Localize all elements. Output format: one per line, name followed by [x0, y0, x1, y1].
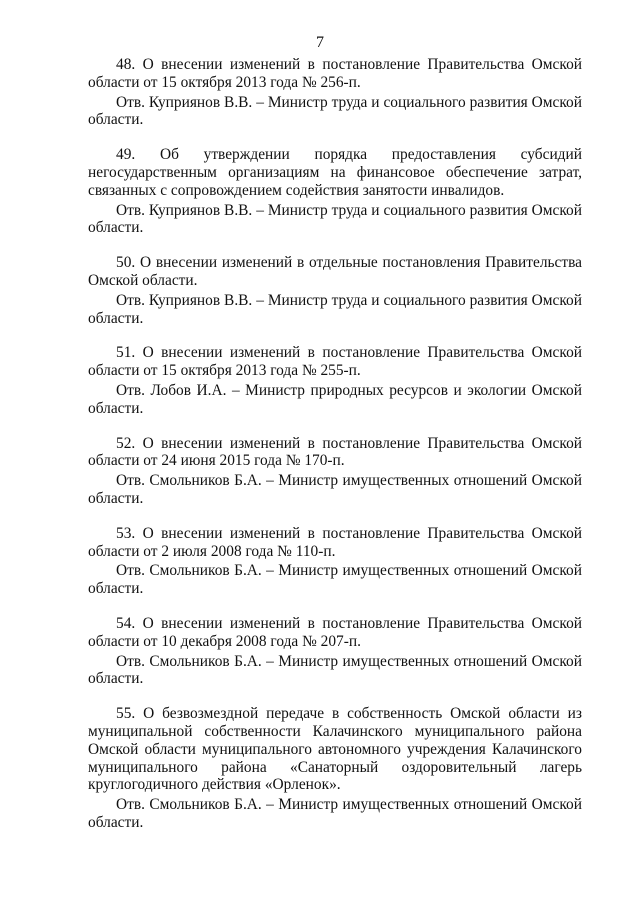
agenda-item-53 — [88, 525, 582, 598]
agenda-item-51 — [88, 344, 582, 417]
agenda-item-responsible: Отв. Лобов И.А. – Министр природных ресурсов и экологии Омской области. — [88, 381, 582, 417]
agenda-item-52 — [88, 435, 582, 508]
agenda-item-title — [88, 56, 582, 92]
agenda-item-50 — [88, 254, 582, 327]
agenda-item-title — [88, 146, 582, 199]
agenda-item-55 — [88, 705, 582, 832]
agenda-item-54 — [88, 615, 582, 688]
agenda-item-title — [88, 615, 582, 651]
agenda-item-responsible: Отв. Смольников Б.А. – Министр имущественных отношений Омской области. — [88, 562, 582, 598]
item-number: 48. — [116, 56, 136, 73]
agenda-item-title — [88, 705, 582, 794]
page-number: 7 — [316, 34, 324, 51]
agenda-item-responsible: Отв. Куприянов В.В. – Министр труда и социального развития Омской области. — [88, 291, 582, 327]
item-number: 51. — [116, 344, 136, 362]
item-number: 49. — [116, 146, 136, 164]
agenda-item-title — [88, 344, 582, 380]
item-number: 53. — [116, 524, 136, 542]
item-title-text: О внесении изменений в постановление Правительства Омской области от 15 октября 2013 года № 255-п. — [88, 344, 582, 380]
agenda-item-49 — [88, 146, 582, 237]
item-title-text: О внесении изменений в постановление Правительства Омской области от 24 июня 2015 года № 170-п. — [88, 434, 582, 470]
item-number: 52. — [116, 434, 136, 452]
agenda-item-title — [88, 435, 582, 471]
agenda-list — [88, 56, 582, 849]
agenda-item-title — [88, 525, 582, 561]
item-title-text: Об утверждении порядка предоставления субсидий негосударственным организациям на финансовое обеспечение затрат, связанных с сопровождением содействия занятости инвалидов. — [88, 146, 582, 199]
item-title-text: О внесении изменений в постановление Правительства Омской области от 2 июля 2008 года № 110-п. — [88, 524, 582, 560]
item-number: 54. — [116, 614, 136, 632]
agenda-item-responsible: Отв. Куприянов В.В. – Министр труда и социального развития Омской области. — [88, 201, 582, 237]
agenda-item-responsible: Отв. Смольников Б.А. – Министр имущественных отношений Омской области. — [88, 472, 582, 507]
agenda-item-responsible: Отв. Куприянов В.В. – Министр труда и социального развития Омской области. — [88, 93, 582, 129]
item-title-text: О внесении изменений в постановление Правительства Омской области от 15 октября 2013 года № 256-п. — [88, 56, 582, 91]
item-number: 50. — [116, 254, 136, 272]
agenda-item-responsible: Отв. Смольников Б.А. – Министр имущественных отношений Омской области. — [88, 652, 582, 688]
item-title-text: О безвозмездной передаче в собственность Омской области из муниципальной собственности Калачинского муниципального района Омской области муниципального автономного учреждения Калачинского муниципального района «Санаторный оздоровительный лагерь круглогодичного действия «Орленок». — [88, 705, 582, 794]
agenda-item-48 — [88, 56, 582, 129]
item-title-text: О внесении изменений в отдельные постановления Правительства Омской области. — [88, 254, 582, 289]
agenda-item-responsible: Отв. Смольников Б.А. – Министр имущественных отношений Омской области. — [88, 796, 582, 831]
item-title-text: О внесении изменений в постановление Правительства Омской области от 10 декабря 2008 года № 207-п. — [88, 614, 582, 650]
item-number: 55. — [116, 705, 136, 723]
agenda-item-title — [88, 254, 582, 290]
